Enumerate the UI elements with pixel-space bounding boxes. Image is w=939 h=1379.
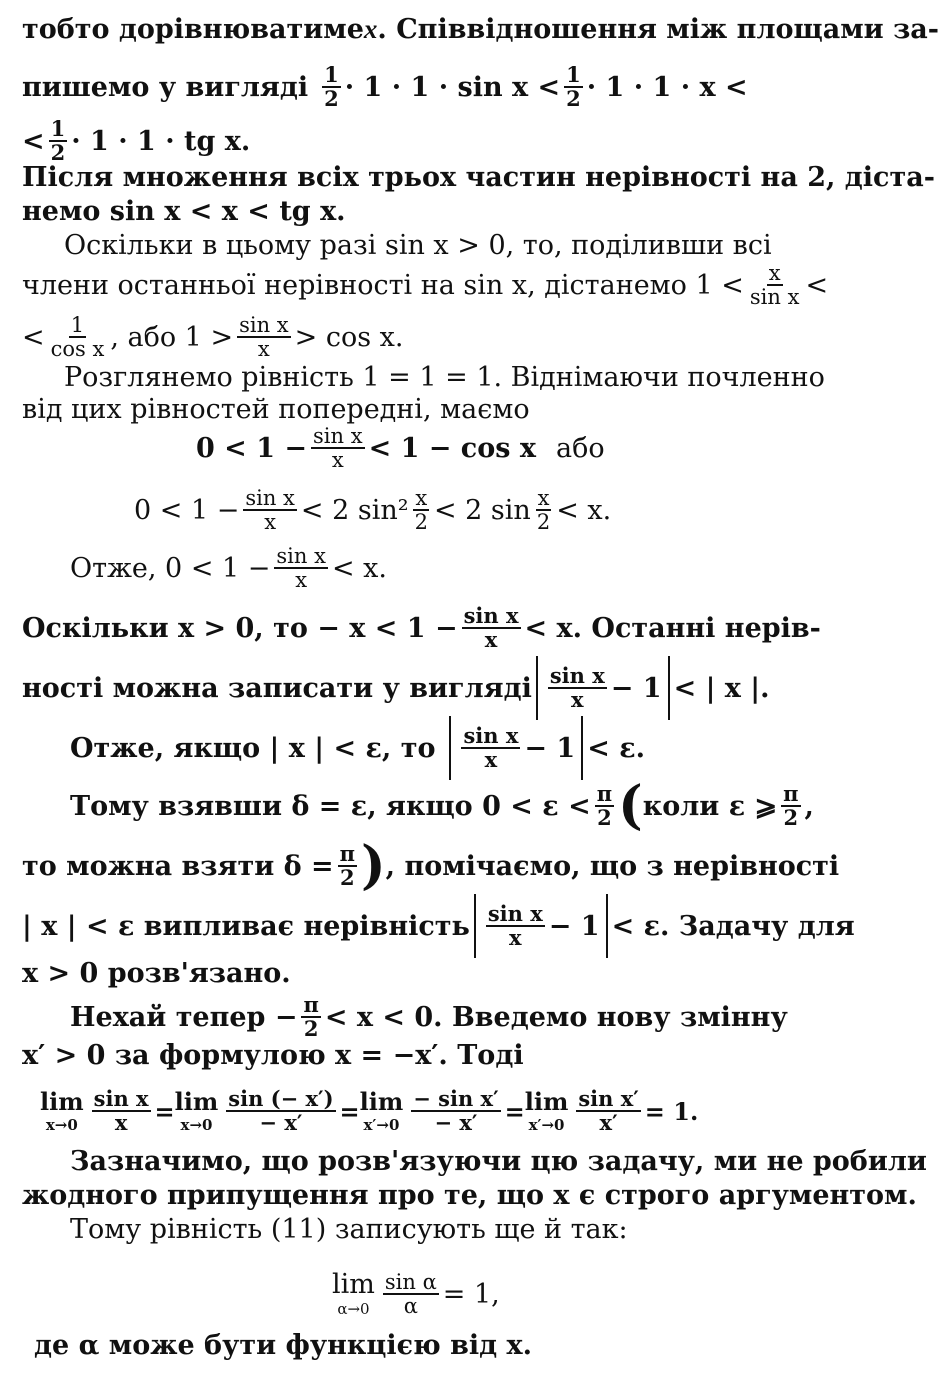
- lim-sub: x′→0: [363, 1115, 400, 1134]
- lim: lim: [174, 1086, 219, 1116]
- fraction-neg: [226, 1085, 335, 1135]
- text: < | x |.: [673, 672, 770, 704]
- text: < 1 − cos x: [368, 432, 536, 464]
- text-line-5: [22, 196, 845, 227]
- fraction-sinx-over-x: [237, 314, 291, 360]
- text-line-17: [70, 776, 845, 836]
- text: − 1: [548, 910, 600, 942]
- den: 2: [414, 510, 428, 534]
- num: sin x: [93, 1085, 149, 1111]
- lim: lim: [524, 1086, 569, 1116]
- text: Зазначимо, що розв'язуючи цю задачу, ми не робили: [70, 1146, 927, 1177]
- text-line-3: [22, 114, 845, 168]
- text-line-9: [64, 362, 845, 393]
- equals: =: [154, 1096, 175, 1126]
- lim-sub: x→0: [45, 1115, 78, 1134]
- den: 2: [783, 805, 799, 830]
- text-line-7: [22, 258, 845, 312]
- text-line-2: [22, 60, 845, 114]
- text: Отже, 0 < 1 −: [70, 552, 271, 584]
- formula-limit-alpha: [332, 1262, 845, 1326]
- text-line-28: [34, 1330, 845, 1361]
- num: x: [415, 485, 428, 510]
- num: sin x: [487, 900, 543, 926]
- text: . Співвідношення між площами за-: [377, 14, 939, 45]
- text: x > 0 розв'язано.: [22, 958, 291, 989]
- fraction-sinx-over-x: [486, 900, 545, 950]
- fraction-half: [49, 115, 68, 165]
- num: x: [768, 260, 781, 285]
- fraction-x-over-2: [413, 487, 430, 533]
- lim: lim: [359, 1086, 404, 1116]
- text: − 1: [524, 732, 576, 764]
- fraction-x-over-sinx: [748, 262, 802, 308]
- num: 1: [50, 115, 66, 141]
- text: або: [555, 432, 605, 464]
- den: x: [257, 337, 270, 361]
- num: sin x: [463, 722, 519, 748]
- fraction-pi-over-2: [595, 780, 614, 830]
- text: <: [22, 321, 45, 353]
- num: sin α: [384, 1269, 437, 1294]
- text: < x < 0. Введемо нову змінну: [324, 1001, 788, 1033]
- text-line-18: [22, 836, 845, 896]
- text: = 1,: [442, 1278, 500, 1310]
- text: | x | < ε випливає нерівність: [22, 910, 470, 942]
- text: члени останньої нерівності на sin x, дістанемо 1 <: [22, 269, 744, 301]
- text-line-24: [70, 1146, 927, 1177]
- text: то можна взяти δ =: [22, 850, 334, 882]
- den: x: [571, 687, 584, 712]
- fraction-sinx-over-x: [311, 425, 365, 471]
- num: sin (− x′): [228, 1085, 334, 1111]
- text: − 1: [610, 672, 662, 704]
- num: π: [339, 840, 356, 866]
- limit: [174, 1086, 219, 1134]
- absolute-value: [449, 716, 583, 780]
- fraction-half: [564, 61, 583, 111]
- text: Оскільки x > 0, то − x < 1 −: [22, 612, 458, 644]
- lim: lim: [40, 1086, 84, 1116]
- num: π: [596, 780, 613, 806]
- text-line-1: [22, 14, 939, 45]
- text: Тому рівність (11) записують ще й так:: [70, 1214, 628, 1245]
- text-line-6: [64, 230, 845, 261]
- num: sin x′: [578, 1085, 639, 1111]
- num: π: [783, 780, 799, 806]
- text: < ε.: [587, 732, 646, 764]
- fraction-sinx-over-x: [274, 545, 328, 591]
- den: x: [295, 568, 308, 592]
- fraction-1-over-cosx: [49, 314, 107, 360]
- fraction-sinxp: [576, 1085, 640, 1135]
- text: немо sin x < x < tg x.: [22, 196, 346, 227]
- text-line-8: [22, 310, 845, 364]
- den: 2: [324, 86, 339, 111]
- text: < ε. Задачу для: [611, 910, 855, 942]
- equals: =: [339, 1096, 360, 1126]
- den: x: [264, 510, 277, 534]
- den: − x′: [434, 1110, 478, 1135]
- limit: [524, 1086, 569, 1134]
- num: sin x: [463, 602, 519, 628]
- text: ності можна записати у вигляді: [22, 672, 532, 704]
- text: < x.: [556, 494, 612, 526]
- text-line-22: [22, 1040, 845, 1071]
- text-line-16: [70, 716, 845, 780]
- fraction-sinx-over-x: [92, 1085, 151, 1135]
- num: − sin x′: [413, 1085, 499, 1111]
- num: 1: [324, 61, 339, 87]
- den: x: [484, 747, 498, 772]
- text: ,: [804, 790, 814, 822]
- den: − x′: [259, 1110, 303, 1135]
- den: 2: [340, 865, 355, 890]
- text: · 1 · 1 · sin x <: [344, 71, 561, 103]
- num: 1: [566, 61, 581, 87]
- text: Нехай тепер −: [70, 1001, 298, 1033]
- den: α: [403, 1294, 418, 1318]
- text-line-26: [70, 1214, 845, 1245]
- num: sin x: [549, 662, 605, 688]
- fraction-x-over-2: [535, 487, 552, 533]
- num: sin x: [313, 423, 363, 448]
- text: <: [805, 269, 829, 301]
- num: sin x: [245, 485, 295, 510]
- den: 2: [597, 805, 612, 830]
- lim-sub: x→0: [180, 1115, 213, 1134]
- absolute-value: [474, 894, 608, 958]
- text: x′ > 0 за формулою x = −x′. Тоді: [22, 1040, 524, 1071]
- den: 2: [50, 140, 66, 165]
- fraction-pi-over-2: [301, 991, 320, 1041]
- formula-limits: [40, 1080, 845, 1142]
- text: 0 < 1 −: [134, 494, 240, 526]
- limit: [359, 1086, 404, 1134]
- text: · 1 · 1 · tg x.: [71, 125, 251, 157]
- den: sin x: [749, 285, 800, 309]
- equals: =: [504, 1096, 525, 1126]
- text: Розглянемо рівність 1 = 1 = 1. Віднімаючи почленно: [64, 362, 825, 393]
- den: 2: [566, 86, 581, 111]
- text-line-4: [22, 162, 935, 193]
- fraction-pi-over-2: [338, 840, 357, 890]
- text: 0 < 1 −: [196, 432, 308, 464]
- text: коли ε ⩾: [642, 790, 778, 822]
- text: Тому взявши δ = ε, якщо 0 < ε <: [70, 790, 591, 822]
- text: де α може бути функцією від x.: [34, 1330, 533, 1361]
- text: Отже, якщо | x | < ε, то: [70, 732, 436, 764]
- text-line-25: [22, 1180, 917, 1211]
- text: < x.: [331, 552, 387, 584]
- text-line-14: [22, 600, 845, 656]
- text: , або 1 >: [110, 321, 234, 353]
- text-line-20: [22, 958, 845, 989]
- den: 2: [303, 1016, 319, 1041]
- den: x′: [599, 1110, 618, 1135]
- text-line-15: [22, 656, 845, 720]
- text: < x. Останні нерів-: [524, 612, 821, 644]
- text: < 2 sin: [433, 494, 531, 526]
- den: 2: [536, 510, 551, 534]
- den: x: [114, 1110, 128, 1135]
- limit: [332, 1271, 375, 1317]
- text: Оскільки в цьому разі sin x > 0, то, поділивши всі: [64, 230, 772, 261]
- text: , помічаємо, що з нерівності: [385, 850, 840, 882]
- lim-sub: x′→0: [528, 1115, 565, 1134]
- text-line-21: [70, 988, 845, 1046]
- text: > cos x.: [294, 321, 404, 353]
- den: x: [484, 627, 498, 652]
- num: π: [303, 991, 319, 1017]
- formula-line-12: [134, 482, 845, 538]
- num: 1: [70, 312, 85, 337]
- formula-line-13: [70, 540, 845, 596]
- text: жодного припущення про те, що x є строго аргументом.: [22, 1180, 917, 1211]
- den: cos x: [50, 337, 105, 361]
- fraction-sinx-over-x: [461, 722, 520, 772]
- text: · 1 · 1 · x <: [586, 71, 748, 103]
- paren-open: (: [618, 775, 643, 836]
- text: Після множення всіх трьох частин нерівності на 2, діста-: [22, 162, 935, 193]
- fraction-sinx-over-x: [548, 662, 607, 712]
- num: x: [537, 485, 550, 510]
- fraction-sinx-over-x: [243, 487, 297, 533]
- text: тобто дорівнюватиме: [22, 14, 364, 45]
- absolute-value: [536, 656, 670, 720]
- text: пишемо у вигляді: [22, 71, 309, 103]
- lim: lim: [332, 1269, 375, 1300]
- text: = 1.: [644, 1096, 699, 1126]
- den: x: [331, 448, 344, 472]
- fraction-negsin: [411, 1085, 500, 1135]
- den: x: [509, 925, 522, 950]
- fraction-half: [322, 61, 341, 111]
- fraction-pi-over-2: [781, 780, 800, 830]
- text-line-19: [22, 894, 855, 958]
- formula-line-11: [196, 420, 845, 476]
- limit: [40, 1086, 84, 1134]
- text: < 2 sin²: [300, 494, 409, 526]
- fraction-sinx-over-x: [462, 602, 521, 652]
- text: від цих рівностей попередні, маємо: [22, 394, 530, 425]
- text: <: [22, 125, 45, 157]
- num: sin x: [239, 312, 289, 337]
- num: sin x: [276, 543, 326, 568]
- var-x: x: [363, 14, 378, 44]
- paren-close: ): [361, 835, 386, 896]
- lim-sub: α→0: [337, 1300, 370, 1318]
- fraction-sin-alpha: [383, 1271, 439, 1317]
